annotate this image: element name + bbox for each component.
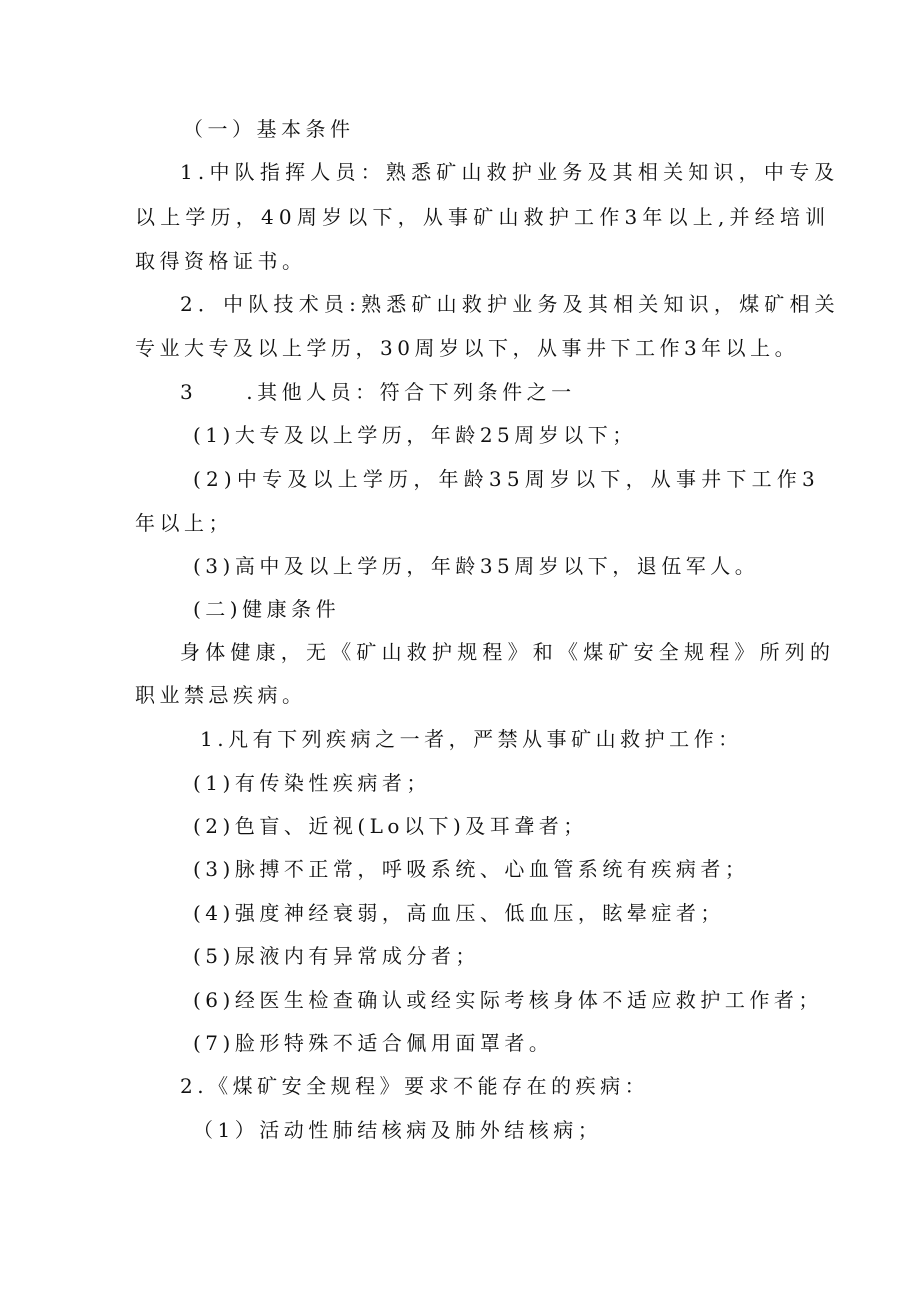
paragraph-line: 年以上； <box>135 511 233 535</box>
list-item: (1)有传染性疾病者； <box>193 771 431 795</box>
section-heading-health-conditions: (二)健康条件 <box>193 597 341 621</box>
paragraph-line: 2.《煤矿安全规程》要求不能存在的疾病： <box>180 1074 650 1098</box>
list-item: (4)强度神经衰弱，高血压、低血压，眩晕症者； <box>193 901 725 925</box>
paragraph-line: 取得资格证书。 <box>135 249 307 273</box>
list-item: (7)脸形特殊不适合佩用面罩者。 <box>193 1031 554 1055</box>
paragraph-line: 以上学历，40周岁以下，从事矿山救护工作3年以上,并经培训 <box>135 205 831 229</box>
list-item: (5)尿液内有异常成分者； <box>193 944 480 968</box>
list-item: (1)大专及以上学历，年龄25周岁以下； <box>193 423 637 447</box>
paragraph-line: 1.中队指挥人员：熟悉矿山救护业务及其相关知识，中专及 <box>180 160 840 184</box>
list-item: (2)中专及以上学历，年龄35周岁以下，从事井下工作3 <box>193 467 820 491</box>
paragraph-line: 专业大专及以上学历，30周岁以下，从事井下工作3年以上。 <box>135 336 800 360</box>
paragraph-line: 1.凡有下列疾病之一者，严禁从事矿山救护工作： <box>200 727 743 751</box>
list-item: （1）活动性肺结核病及肺外结核病； <box>193 1118 603 1142</box>
paragraph-line: 3 .其他人员：符合下列条件之一 <box>180 380 576 404</box>
paragraph-line: 身体健康，无《矿山救护规程》和《煤矿安全规程》所列的 <box>180 640 836 664</box>
paragraph-line: 职业禁忌疾病。 <box>135 683 307 707</box>
list-item: (3)高中及以上学历，年龄35周岁以下，退伍军人。 <box>193 554 760 578</box>
paragraph-line: 2．中队技术员:熟悉矿山救护业务及其相关知识，煤矿相关 <box>180 292 840 316</box>
list-item: (3)脉搏不正常，呼吸系统、心血管系统有疾病者； <box>193 857 750 881</box>
list-item: (2)色盲、近视(Lo以下)及耳聋者； <box>193 814 588 838</box>
section-heading-basic-conditions: （一）基本条件 <box>183 117 355 141</box>
list-item: (6)经医生检查确认或经实际考核身体不适应救护工作者； <box>193 988 823 1012</box>
